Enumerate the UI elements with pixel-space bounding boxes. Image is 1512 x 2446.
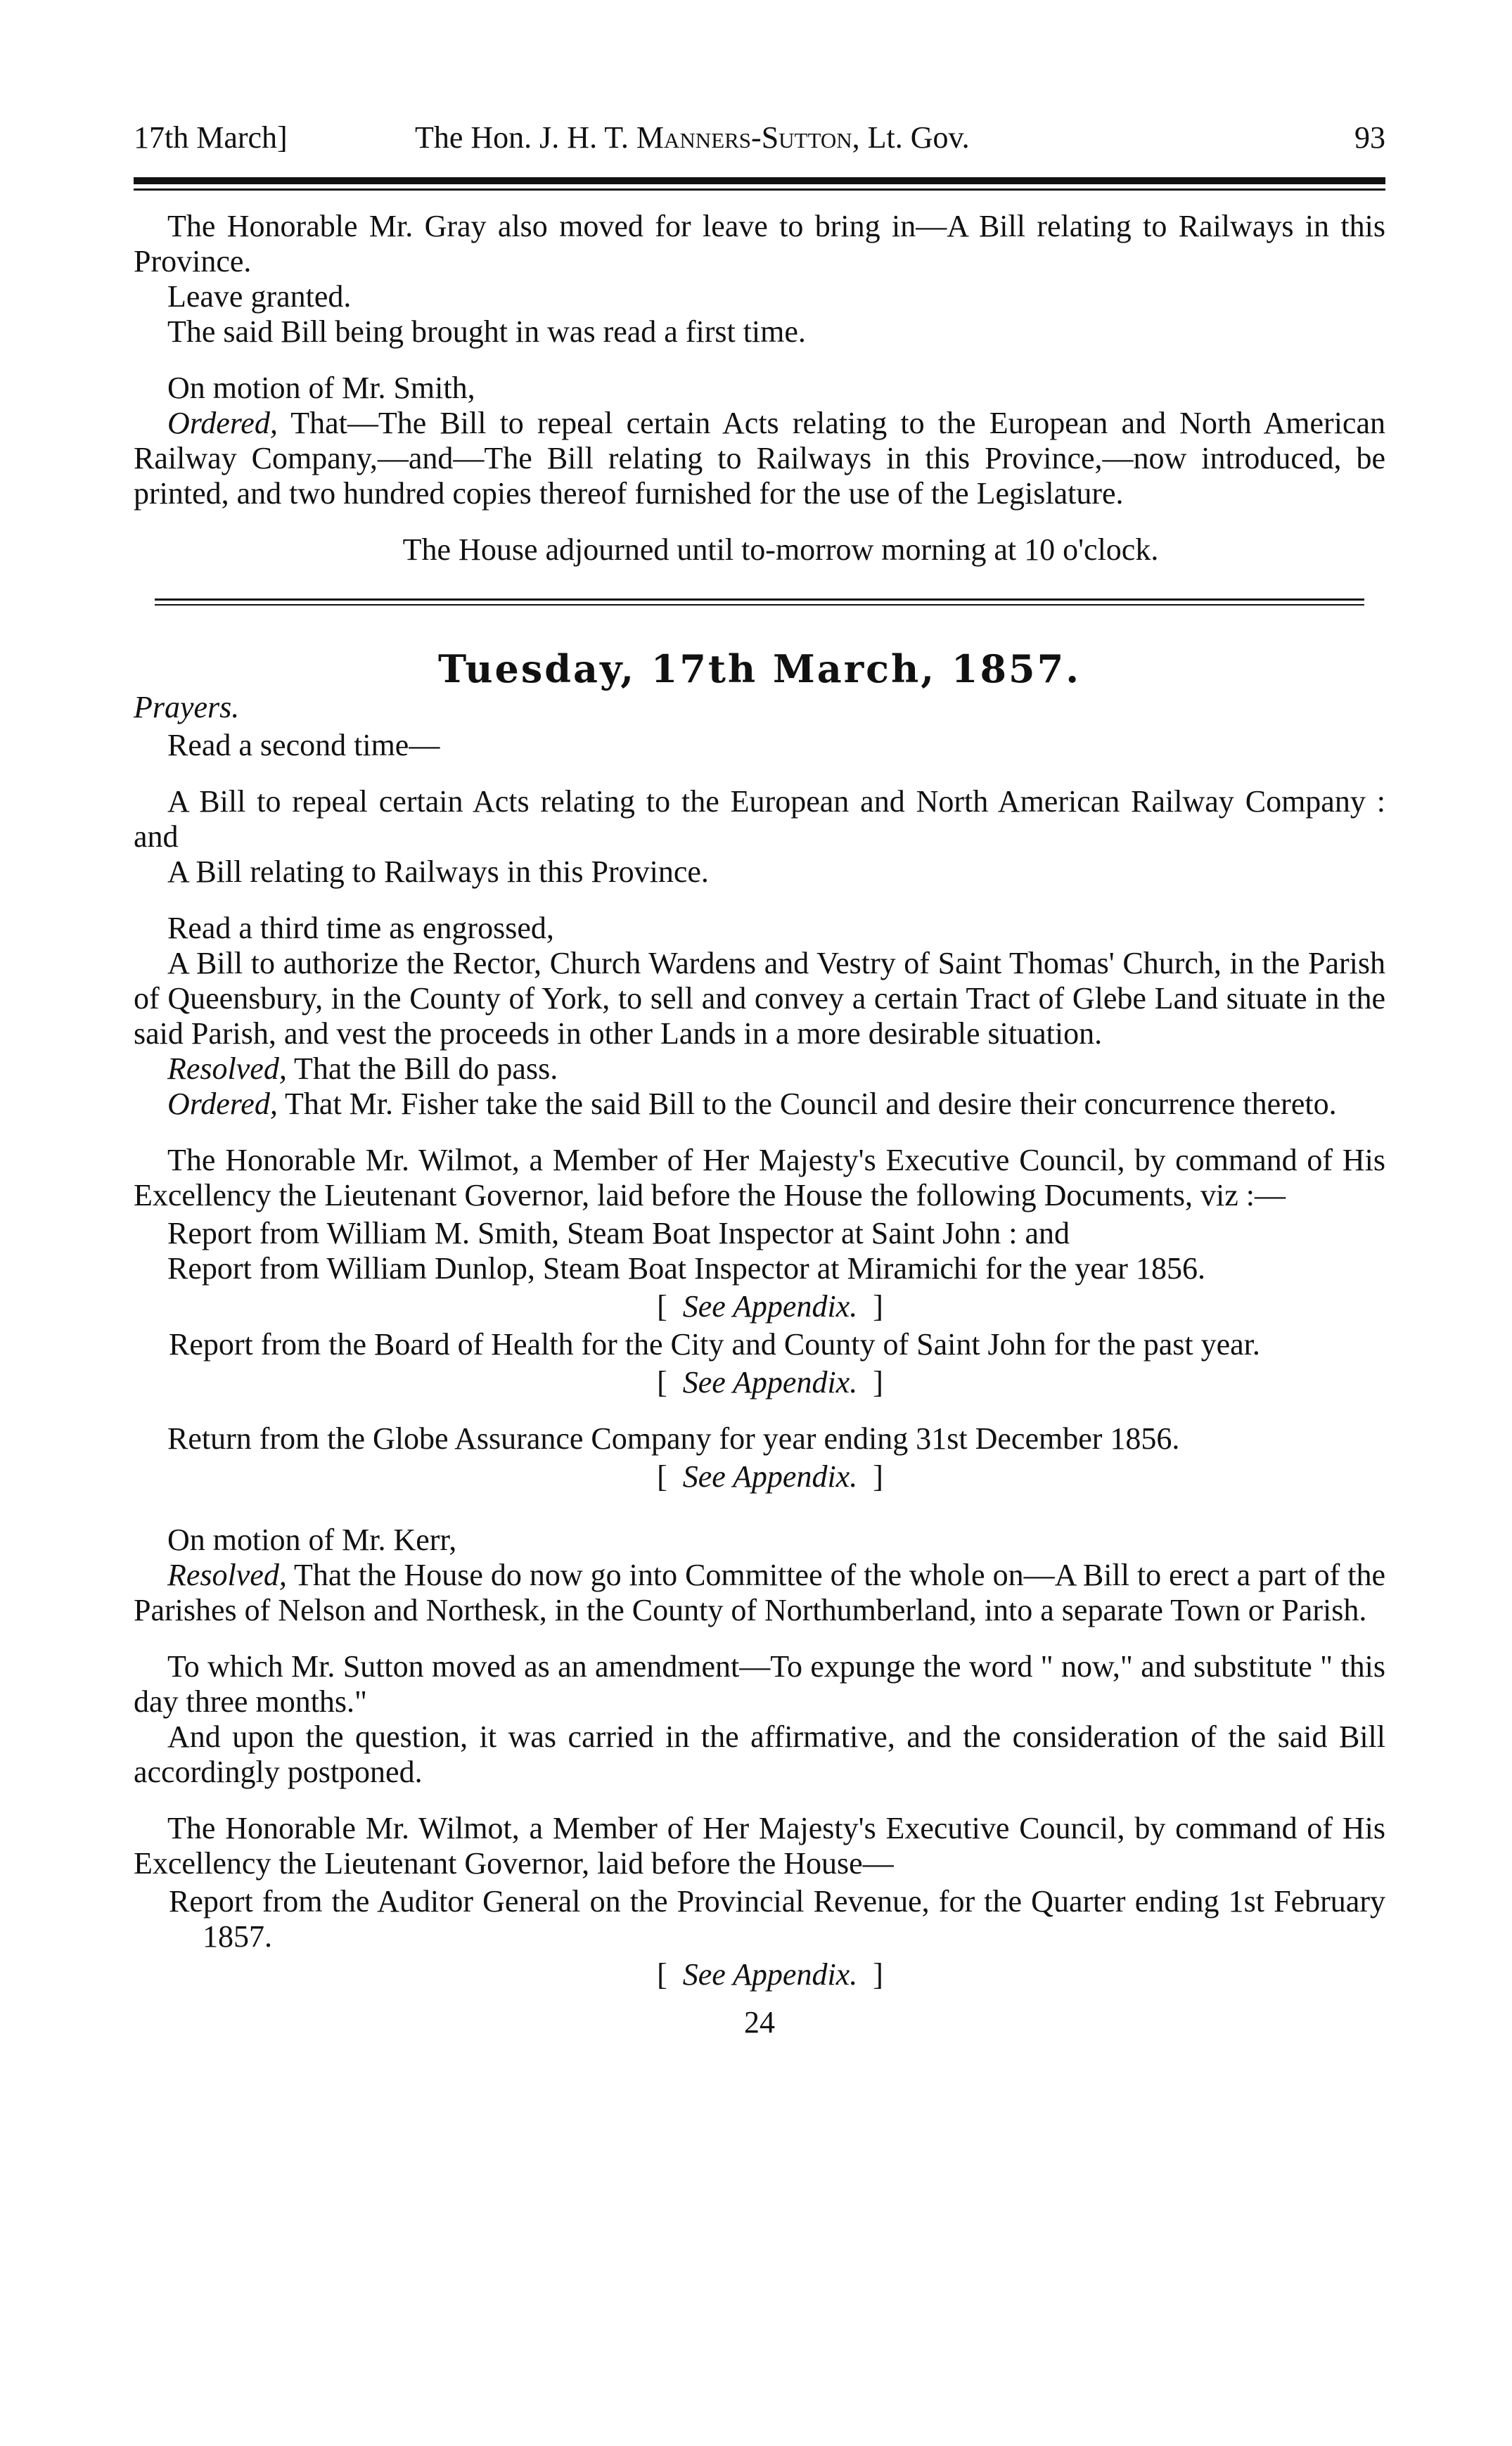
paragraph: A Bill relating to Railways in this Province. <box>167 854 709 889</box>
resolved-label: Resolved, <box>167 1558 287 1592</box>
header-name: Manners-Sutton <box>636 120 852 155</box>
paragraph: Read a third time as engrossed, <box>167 911 554 945</box>
section-divider <box>155 598 1364 606</box>
header-page-number: 93 <box>1354 120 1385 155</box>
section-tuesday <box>134 690 1385 2040</box>
signature-number: 24 <box>744 2005 775 2040</box>
paragraph: Resolved, That the House do now go into Committee of the whole on—A Bill to erect a part of the Parishes of Nelson and Northesk, in the County of Northumberland, into a separate Town or Parish. <box>134 1558 1385 1627</box>
paragraph: The said Bill being brought in was read a first time. <box>167 314 806 349</box>
paragraph: Return from the Globe Assurance Company for year ending 31st December 1856. <box>167 1421 1180 1456</box>
paragraph: Report from William M. Smith, Steam Boat Inspector at Saint John : and <box>167 1216 1070 1250</box>
paragraph: The Honorable Mr. Gray also moved for leave to bring in—A Bill relating to Railways in this Province. <box>134 209 1385 278</box>
paragraph: Report from the Auditor General on the Provincial Revenue, for the Quarter ending 1st February 1857. <box>169 1884 1385 1954</box>
paragraph: A Bill to repeal certain Acts relating to the European and North American Railway Company : and <box>134 784 1385 854</box>
prayers: Prayers. <box>134 690 240 724</box>
header-rule-thick <box>134 177 1385 184</box>
header-date: 17th March] <box>134 120 288 155</box>
date-heading: Tuesday, 17th March, 1857. <box>438 646 1081 691</box>
paragraph: Ordered, That Mr. Fisher take the said Bill to the Council and desire their concurrence thereto. <box>167 1087 1337 1121</box>
paragraph: Resolved, That the Bill do pass. <box>167 1051 558 1086</box>
paragraph: On motion of Mr. Kerr, <box>167 1523 457 1557</box>
paragraph: To which Mr. Sutton moved as an amendment—To expunge the word " now," and substitute " this day three months." <box>134 1649 1385 1719</box>
paragraph: A Bill to authorize the Rector, Church Wardens and Vestry of Saint Thomas' Church, in the Parish of Queensbury, in the County of York, to sell and convey a certain Tract of Glebe Land situate in the said Parish, and vest the proceeds in other Lands in a more desirable situation. <box>134 946 1385 1051</box>
paragraph: The Honorable Mr. Wilmot, a Member of Her Majesty's Executive Council, by command of His Excellency the Lieutenant Governor, laid before the House— <box>134 1811 1385 1881</box>
paragraph: Ordered, That—The Bill to repeal certain Acts relating to the European and North American Railway Company,—and—The Bill relating to Railways in this Province,—now introduced, be printed, and two hundred copies thereof furnished for the use of the Legislature. <box>134 406 1385 511</box>
header-title: The Hon. J. H. T. Manners-Sutton, Lt. Gov. <box>415 120 970 155</box>
ordered-label: Ordered, <box>167 406 278 440</box>
header-rule-thin <box>134 188 1385 191</box>
appendix-reference: [ See Appendix. ] <box>657 1289 883 1324</box>
paragraph: And upon the question, it was carried in the affirmative, and the consideration of the said Bill accordingly postponed. <box>134 1720 1385 1789</box>
ordered-label: Ordered, <box>167 1087 278 1121</box>
appendix-reference: [ See Appendix. ] <box>657 1365 883 1400</box>
paragraph: Leave granted. <box>167 279 352 314</box>
resolved-label: Resolved, <box>167 1051 287 1086</box>
adjournment: The House adjourned until to-morrow morning at 10 o'clock. <box>402 532 1159 567</box>
paragraph: On motion of Mr. Smith, <box>167 371 475 405</box>
appendix-reference: [ See Appendix. ] <box>657 1459 883 1494</box>
paragraph: Report from the Board of Health for the City and County of Saint John for the past year. <box>169 1327 1260 1362</box>
document-page <box>134 113 1385 2040</box>
appendix-reference: [ See Appendix. ] <box>657 1957 883 1992</box>
section-monday <box>134 209 1385 568</box>
paragraph: Read a second time— <box>167 728 440 762</box>
running-header <box>134 113 1385 162</box>
paragraph: The Honorable Mr. Wilmot, a Member of Her Majesty's Executive Council, by command of His Excellency the Lieutenant Governor, laid before the House the following Documents, viz :— <box>134 1143 1385 1212</box>
paragraph: Report from William Dunlop, Steam Boat Inspector at Miramichi for the year 1856. <box>167 1251 1205 1286</box>
